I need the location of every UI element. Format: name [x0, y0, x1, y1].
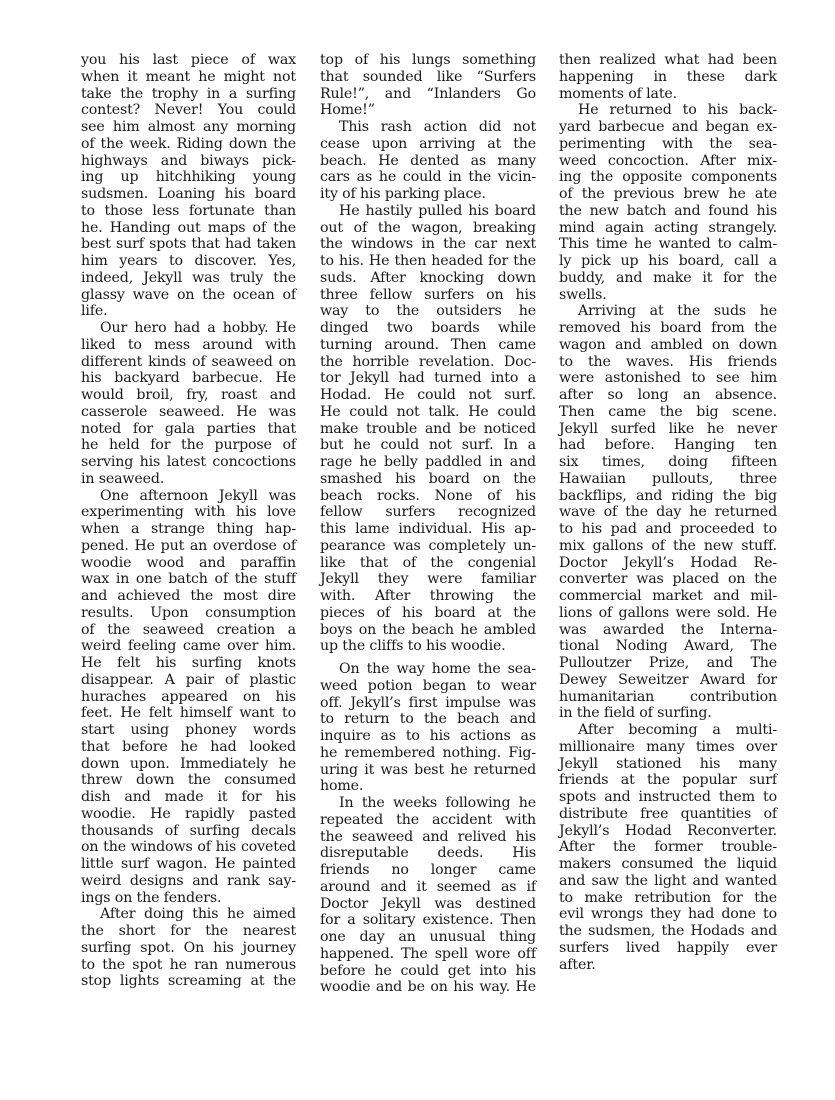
text-line: serving his latest concoctions [81, 454, 296, 470]
text-line: in the field of surfing. [559, 705, 712, 722]
text-line: and achieved the most dire [81, 588, 296, 604]
text-line: to the spot he ran numerous [81, 956, 296, 973]
text-line: After the former trouble- [559, 839, 777, 856]
text-line: home. [320, 778, 364, 795]
text-line: Arriving at the suds he [578, 303, 777, 320]
text-line: and saw the light and wanted [559, 872, 777, 889]
text-line: were astonished to see him [559, 370, 777, 387]
text-line: life. [81, 303, 108, 320]
text-line: moments of late. [559, 85, 677, 102]
paragraph [81, 488, 296, 907]
text-line: humanitarian contribution [559, 688, 777, 705]
text-line: six times, doing fifteen [559, 454, 777, 470]
text-line: On the way home the sea- [339, 661, 536, 677]
paragraph [81, 906, 296, 990]
text-line: top of his lungs something [320, 52, 536, 68]
text-line: Our hero had a hobby. He [100, 320, 296, 336]
text-line: ing up hitchhiking young [81, 169, 296, 186]
text-line: the new batch and found his [559, 202, 777, 219]
text-line: to those less fortunate than [81, 202, 296, 219]
text-line: Jekyll they were familiar [320, 571, 536, 588]
text-line: uring it was best he returned [320, 761, 536, 778]
text-line: swells. [559, 286, 607, 303]
text-line: yard barbecue and began ex- [559, 119, 777, 135]
text-line: wave of the day he returned [559, 504, 777, 521]
text-line: up the cliffs to his woodie. [320, 638, 506, 655]
text-line: inquire as to his actions as [320, 728, 536, 744]
text-line: the windows in the car next [320, 236, 536, 253]
text-line: feet. He felt himself want to [81, 705, 296, 722]
text-line: way to the outsiders he [320, 303, 536, 320]
text-line: boys on the beach he ambled [320, 621, 536, 638]
text-line: weed concoction. After mix- [559, 152, 777, 169]
text-line: see him almost any morning [81, 119, 296, 135]
paragraph [559, 303, 777, 722]
text-line: beach rocks. None of his [320, 487, 536, 504]
text-line: beach. He dented as many [320, 152, 536, 169]
text-line: contest? Never! You could [81, 102, 296, 119]
text-line: tor Jekyll had turned into a [320, 370, 536, 387]
text-line: ity of his parking place. [320, 186, 486, 202]
text-line: ly pick up his board, call a [559, 253, 777, 269]
text-line: indeed, Jekyll was truly the [81, 269, 296, 286]
text-line: different kinds of seaweed on [81, 353, 296, 370]
text-line: highways and biways pick- [81, 152, 296, 169]
text-line: that sounded like “Surfers [320, 68, 536, 85]
text-line: start using phoney words [81, 722, 296, 738]
paragraph [320, 119, 536, 203]
text-column-3 [559, 52, 777, 973]
text-line: the short for the nearest [81, 923, 296, 939]
text-line: the seaweed and relived his [320, 828, 536, 845]
text-line: to make retribution for the [559, 889, 777, 906]
text-line: threw down the consumed [81, 772, 296, 789]
text-line: mix gallons of the new stuff. [559, 537, 777, 554]
paragraph [559, 102, 777, 303]
text-line: Doctor Jekyll’s Hodad Re- [559, 554, 777, 571]
text-line: was awarded the Interna- [559, 621, 777, 638]
text-line: you his last piece of wax [81, 52, 296, 68]
text-line: He hastily pulled his board [339, 202, 536, 219]
text-line: to his. He then headed for the [320, 253, 536, 269]
text-line: he held for the purpose of [81, 437, 296, 454]
text-line: down upon. Immediately he [81, 755, 296, 772]
text-line: best surf spots that had taken [81, 236, 296, 253]
text-line: results. Upon consumption [81, 604, 296, 621]
text-line: He could not talk. He could [320, 403, 536, 420]
text-line: one day an unusual thing [320, 929, 536, 945]
text-line: him years to discover. Yes, [81, 253, 296, 269]
text-line: Dewey Seweitzer Award for [559, 671, 777, 688]
text-line: wagon and ambled on down [559, 336, 777, 353]
text-line: glassy wave on the ocean of [81, 286, 296, 303]
text-line: little surf wagon. He painted [81, 856, 296, 872]
text-line: this lame individual. His ap- [320, 521, 536, 537]
text-line: cease upon arriving at the [320, 135, 536, 152]
text-line: woodie and be on his way. He [320, 979, 536, 996]
text-line: friends no longer came [320, 862, 536, 878]
text-line: he remembered nothing. Fig- [320, 744, 536, 761]
text-line: woodie. He rapidly pasted [81, 805, 296, 822]
text-line: the horrible revelation. Doc- [320, 353, 536, 370]
text-line: in seaweed. [81, 470, 165, 487]
text-line: of the previous brew he ate [559, 186, 777, 202]
text-line: This rash action did not [339, 119, 536, 135]
text-line: mind again acting strangely. [559, 219, 777, 236]
text-line: casserole seaweed. He was [81, 403, 296, 420]
text-line: experimenting with his love [81, 504, 296, 521]
paragraph [559, 52, 777, 102]
paragraph [559, 722, 777, 973]
text-line: friends at the popular surf [559, 772, 777, 789]
text-line: tional Noding Award, The [559, 638, 777, 655]
text-line: Pulloutzer Prize, and The [559, 655, 777, 671]
text-line: would broil, fry, roast and [81, 387, 296, 403]
text-line: pearance was completely un- [320, 537, 536, 554]
text-line: weird designs and rank say- [81, 872, 296, 889]
text-line: removed his board from the [559, 320, 777, 336]
text-line: Hodad. He could not surf. [320, 387, 536, 403]
text-line: dish and made it for his [81, 789, 296, 805]
text-line: but he could not surf. In a [320, 437, 536, 454]
text-line: to his pad and proceeded to [559, 521, 777, 537]
text-line: In the weeks following he [339, 795, 536, 811]
paragraph [320, 203, 536, 655]
text-line: Jekyll’s Hodad Reconverter. [559, 822, 777, 839]
text-line: converter was placed on the [559, 571, 777, 588]
paragraph [81, 320, 296, 488]
text-line: he. Handing out maps of the [81, 219, 296, 236]
text-line: commercial market and mil- [559, 588, 777, 604]
text-line: his backyard barbecue. He [81, 370, 296, 387]
text-line: smashed his board on the [320, 470, 536, 487]
text-line: three fellow surfers on his [320, 286, 536, 303]
text-line: stop lights screaming at the [81, 973, 296, 990]
text-line: disappear. A pair of plastic [81, 671, 296, 688]
text-line: Rule!”, and “Inlanders Go [320, 85, 536, 102]
paragraph [81, 52, 296, 320]
text-line: after so long an absence. [559, 387, 777, 403]
text-line: when it meant he might not [81, 68, 296, 85]
text-line: out of the wagon, breaking [320, 219, 536, 236]
text-line: weird feeling came over him. [81, 638, 296, 655]
text-line: After becoming a multi- [578, 722, 777, 738]
text-line: that before he had looked [81, 738, 296, 755]
text-line: Jekyll stationed his many [559, 755, 777, 772]
text-line: when a strange thing hap- [81, 521, 296, 537]
text-line: fellow surfers recognized [320, 504, 536, 521]
text-line: turning around. Then came [320, 336, 536, 353]
text-line: repeated the accident with [320, 811, 536, 828]
text-line: of the week. Riding down the [81, 135, 296, 152]
text-line: One afternoon Jekyll was [100, 487, 296, 504]
text-line: Doctor Jekyll was destined [320, 895, 536, 912]
text-line: surfing spot. On his journey [81, 939, 296, 956]
text-line: rage he belly paddled in and [320, 454, 536, 470]
text-line: He felt his surfing knots [81, 655, 296, 671]
text-line: After doing this he aimed [100, 906, 296, 923]
text-line: take the trophy in a surfing [81, 85, 296, 102]
text-column-1 [81, 52, 296, 990]
text-line: thousands of surfing decals [81, 822, 296, 839]
text-line: ing the opposite components [559, 169, 777, 186]
text-line: cars as he could in the vicin- [320, 169, 536, 186]
text-line: around and it seemed as if [320, 878, 536, 895]
text-line: off. Jekyll’s first impulse was [320, 694, 536, 711]
text-line: noted for gala parties that [81, 420, 296, 437]
text-line: weed potion began to wear [320, 677, 536, 694]
text-line: surfers lived happily ever [559, 939, 777, 956]
text-line: on the windows of his coveted [81, 839, 296, 856]
text-line: then realized what had been [559, 52, 777, 68]
text-line: Then came the big scene. [559, 403, 777, 420]
text-line: for a solitary existence. Then [320, 912, 536, 929]
text-line: ings on the fenders. [81, 889, 222, 906]
paragraph [320, 52, 536, 119]
text-line: millionaire many times over [559, 738, 777, 755]
text-line: after. [559, 956, 596, 973]
text-line: like that of the congenial [320, 554, 536, 571]
text-line: pened. He put an overdose of [81, 537, 296, 554]
text-line: perimenting with the sea- [559, 135, 777, 152]
text-line: buddy, and make it for the [559, 269, 777, 286]
text-line: distribute free quantities of [559, 805, 777, 822]
text-line: He returned to his back- [578, 102, 777, 119]
text-line: make trouble and be noticed [320, 420, 536, 437]
text-line: sudsmen. Loaning his board [81, 186, 296, 202]
text-line: evil wrongs they had done to [559, 906, 777, 923]
text-line: liked to mess around with [81, 336, 296, 353]
text-line: to the waves. His friends [559, 353, 777, 370]
text-line: lions of gallons were sold. He [559, 604, 777, 621]
text-line: before he could get into his [320, 962, 536, 979]
text-line: happened. The spell wore off [320, 945, 536, 962]
text-line: spots and instructed them to [559, 789, 777, 805]
text-line: disreputable deeds. His [320, 845, 536, 862]
text-line: to return to the beach and [320, 711, 536, 728]
text-line: suds. After knocking down [320, 269, 536, 286]
text-line: pieces of his board at the [320, 604, 536, 621]
text-line: the sudsmen, the Hodads and [559, 923, 777, 939]
text-line: of the seaweed creation a [81, 621, 296, 638]
paragraph [320, 661, 536, 795]
text-line: huraches appeared on his [81, 688, 296, 705]
text-line: woodie wood and paraffin [81, 554, 296, 571]
text-line: happening in these dark [559, 68, 777, 85]
text-line: had before. Hanging ten [559, 437, 777, 454]
text-line: with. After throwing the [320, 588, 536, 604]
text-line: Hawaiian pullouts, three [559, 470, 777, 487]
text-line: Home!” [320, 102, 375, 119]
text-line: wax in one batch of the stuff [81, 571, 296, 588]
paragraph [320, 795, 536, 996]
text-line: backflips, and riding the big [559, 487, 777, 504]
text-line: Jekyll surfed like he never [559, 420, 777, 437]
text-line: dinged two boards while [320, 320, 536, 336]
text-column-2 [320, 52, 536, 996]
text-line: This time he wanted to calm- [559, 236, 777, 253]
text-line: makers consumed the liquid [559, 856, 777, 872]
